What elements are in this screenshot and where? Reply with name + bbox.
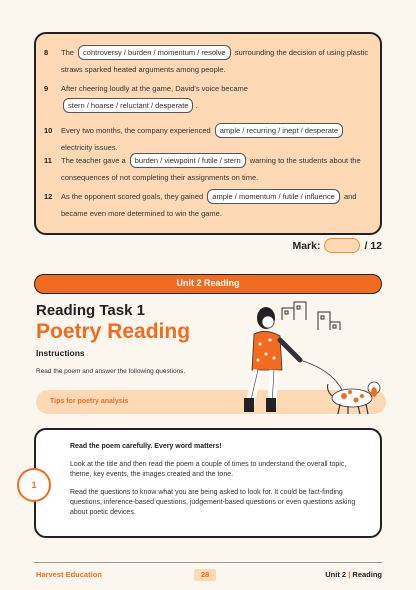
question-text-after: warning to the students about the consequences of not completing their assignments on time. bbox=[61, 156, 361, 182]
question-text-after: . bbox=[195, 101, 198, 110]
exercise-box bbox=[34, 32, 382, 235]
question-number: 12 bbox=[44, 192, 53, 201]
woman-walking-dog-illustration bbox=[222, 300, 387, 425]
question-8 bbox=[44, 44, 372, 78]
question-9 bbox=[44, 80, 372, 114]
question-text-after: and became even more determined to win the game. bbox=[61, 192, 357, 218]
question-number: 8 bbox=[44, 48, 49, 57]
tip-number-badge: 1 bbox=[17, 468, 51, 502]
answer-options[interactable]: stern / hoarse / reluctant / desperate bbox=[63, 98, 193, 113]
page-number: 28 bbox=[194, 569, 216, 581]
tip-heading: Read the poem carefully. Every word matters! bbox=[70, 443, 222, 450]
question-text-before: The bbox=[61, 48, 74, 57]
answer-options[interactable]: ample / recurring / inept / desperate bbox=[215, 123, 343, 138]
task-title: Reading Task 1 bbox=[36, 302, 145, 319]
question-text-before: After cheering loudly at the game, David's voice became bbox=[61, 84, 248, 93]
footer-divider bbox=[34, 562, 382, 563]
question-text-after: surrounding the decision of using plastic straws sparked heated arguments among people. bbox=[61, 48, 369, 74]
footer-unit: Unit 2 | Reading bbox=[325, 570, 382, 579]
mark-total: / 12 bbox=[364, 239, 382, 252]
instructions-text: Read the poem and answer the following questions. bbox=[36, 368, 186, 375]
question-number: 11 bbox=[44, 156, 52, 165]
question-text-before: As the opponent scored goals, they gained bbox=[61, 192, 204, 201]
question-12 bbox=[44, 188, 372, 222]
answer-options[interactable]: controversy / burden / momentum / resolve bbox=[78, 45, 231, 60]
question-number: 9 bbox=[44, 84, 49, 93]
mark-input[interactable] bbox=[324, 238, 360, 253]
question-text-before: The teacher gave a bbox=[61, 156, 126, 165]
answer-options[interactable]: ample / momentum / futile / influence bbox=[207, 189, 340, 204]
mark-label: Mark: bbox=[292, 239, 321, 252]
question-text-before: Every two months, the company experienced bbox=[61, 126, 211, 135]
instructions-heading: Instructions bbox=[36, 348, 85, 358]
unit-banner: Unit 2 Reading bbox=[34, 274, 382, 294]
mark-row bbox=[292, 238, 382, 253]
tip-box bbox=[34, 428, 382, 538]
tip-paragraph: Look at the title and then read the poem a couple of times to understand the overall topic, theme, key events, the images created and the tone. bbox=[70, 461, 347, 478]
footer-publisher: Harvest Education bbox=[36, 570, 102, 579]
page-title: Poetry Reading bbox=[36, 320, 191, 343]
question-11 bbox=[44, 152, 372, 186]
question-text-after: electricity issues. bbox=[61, 143, 118, 152]
tips-label: Tips for poetry analysis bbox=[36, 390, 386, 414]
question-10 bbox=[44, 122, 372, 156]
footer-section-label: Reading bbox=[352, 570, 382, 579]
answer-options[interactable]: burden / viewpoint / futile / stern bbox=[130, 153, 246, 168]
question-number: 10 bbox=[44, 126, 53, 135]
tip-paragraph: Read the questions to know what you are being asked to look for. It could be fact-finding questions, inference-based questions, judgement-based questions or even questions asking about poetic devices. bbox=[70, 489, 356, 516]
footer-unit-label: Unit 2 bbox=[325, 570, 347, 579]
